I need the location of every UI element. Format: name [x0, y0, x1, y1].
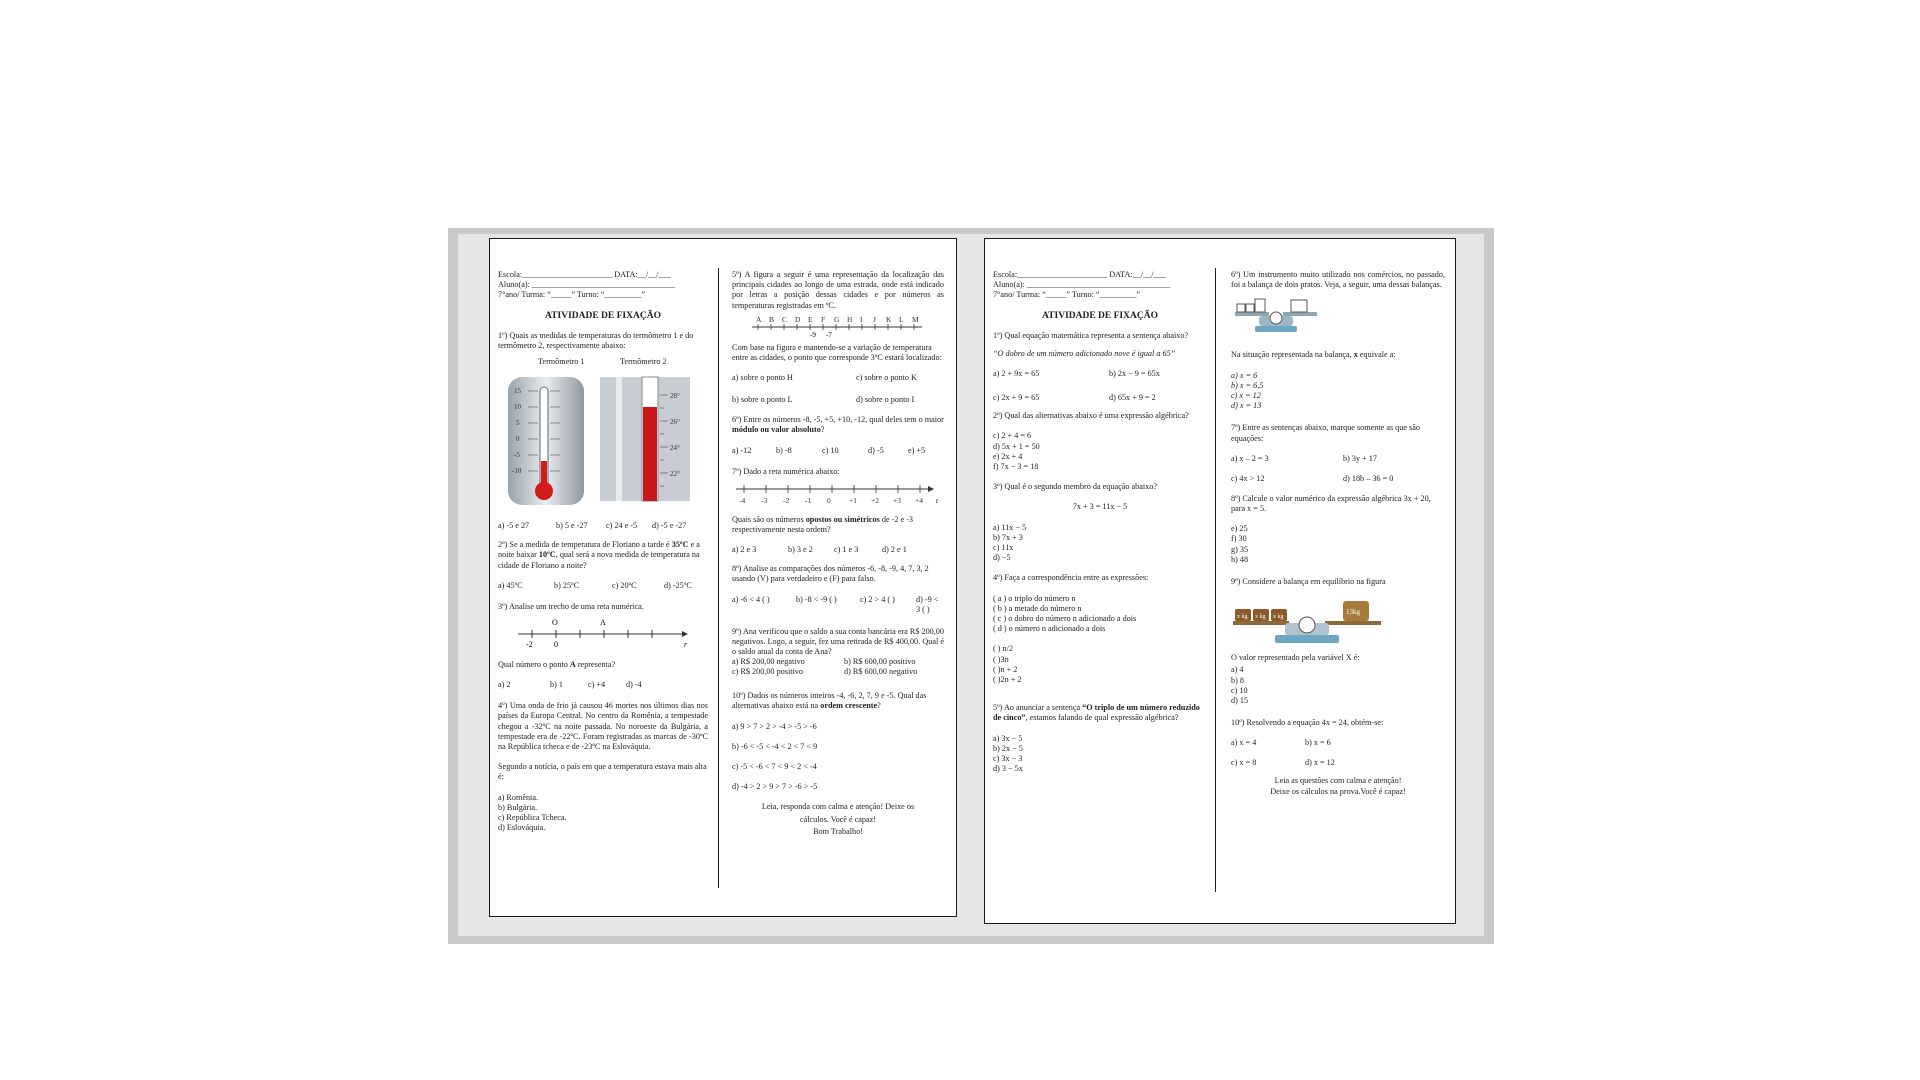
q6-balance-figure: [1231, 296, 1331, 336]
left-col1: [498, 270, 708, 833]
q1-option: b) 5 e -27: [556, 521, 588, 531]
q5-letter: M: [912, 314, 919, 324]
q3-option: d) −5: [993, 553, 1011, 563]
q5-letter: I: [860, 314, 863, 324]
right-column-divider: [1215, 268, 1216, 892]
q2-text: [498, 540, 708, 571]
q9-balance-figure: [1231, 593, 1381, 647]
q5-question: Com base na figura e mantendo-se a variação de temperatura entre as cidades, o ponto que corresponde 3ºC estará localizado:: [732, 342, 942, 363]
q1-option: a) 2 + 9x = 65: [993, 369, 1040, 379]
q6-option: d) x = 13: [1231, 401, 1262, 411]
q5-letter: G: [834, 314, 840, 324]
q8-text: 8º) Analise as comparações dos números -6, -8, -9, 4, 7, 3, 2 usando (V) para verdadeiro e (F) para falso.: [732, 564, 929, 584]
q5-letter: A: [756, 314, 762, 324]
q5-road-line: [732, 313, 944, 339]
footer-line: cálculos. Você é capaz!: [799, 814, 877, 824]
q2-text-c: e a noite baixar: [498, 540, 700, 560]
q10-option: d) -4 > 2 > 9 > 7 > -6 > -5: [732, 782, 818, 792]
header-turma: 7°ano/ Turma: “_____” Turno: “_________”: [498, 290, 646, 300]
q6-option: c) 10: [822, 445, 839, 455]
q8-option: g) 35: [1231, 544, 1249, 554]
q10-option: a) 9 > 7 > 2 > -4 > -5 > -6: [732, 721, 817, 731]
right-col2: [1231, 270, 1445, 797]
weight-label: x kg: [1273, 614, 1284, 621]
q1-option: a) -5 e 27: [498, 521, 530, 531]
q7-tick-label: -2: [783, 495, 790, 505]
q9-text: 9º) Ana verificou que o saldo a sua conta bancária era R$ 200,00 negativos. Logo, a seguir, fez uma retirada de R$ 400,00. Qual é o saldo atual da conta de Ana?: [732, 626, 944, 657]
q8-option: e) 25: [1231, 524, 1248, 534]
q3-question-b: A: [569, 660, 576, 670]
weight-label: x kg: [1255, 614, 1266, 621]
q3-text: 3º) Qual é o segundo membro da equação abaixo?: [993, 482, 1157, 492]
q3-question-a: Qual número o ponto: [498, 660, 570, 670]
q7-tick-label: +4: [915, 495, 923, 505]
q8-option: h) 48: [1231, 554, 1249, 564]
q5-option: c) sobre o ponto K: [856, 373, 917, 383]
q3-option: a) 11x − 5: [993, 522, 1027, 532]
header-escola: Escola:______________________ DATA:__/__/___: [498, 270, 671, 279]
q5-text-b: “O triplo de um número reduzido de cinco”: [993, 703, 1200, 723]
q6-question-a: Na situação representada na balança,: [1231, 350, 1354, 360]
q7-option: a) x – 2 = 3: [1231, 453, 1269, 463]
q9-option: a) R$ 200,00 negativo: [732, 657, 805, 667]
q5-text-c: , estamos falando de qual expressão algébrica?: [1025, 713, 1179, 723]
q6-question: [1231, 350, 1445, 360]
q6-text: [732, 415, 944, 435]
q10-option: b) x = 6: [1305, 738, 1331, 748]
q5-text: 5º) A figura a seguir é uma representação da localização das principais cidades ao longo de uma estrada, onde está indicado por letras a posição dessas cidades e por números as temperaturas registradas em ºC.: [732, 270, 944, 310]
q8-option: f) 30: [1231, 534, 1247, 544]
q5-letter: F: [821, 314, 826, 324]
q10-option: a) x = 4: [1231, 738, 1257, 748]
q2-temp-afternoon: 35ºC: [671, 540, 689, 550]
q1-option: d) 65x + 9 = 2: [1109, 393, 1156, 403]
q4-item: ( d ) o número n adicionado a dois: [993, 624, 1106, 634]
q5-num: -7: [826, 330, 832, 339]
q5-letter: K: [886, 314, 892, 324]
q3-number-line: [498, 614, 698, 650]
q2-option: b) 25ºC: [554, 580, 580, 590]
footer-line: Deixe os cálculos na prova.Você é capaz!: [1270, 786, 1406, 796]
q10-text-a: 10º) Dados os números inteiros -4, -6, 2, 7, 9 e -5. Qual das alternativas abaixo está na: [732, 691, 927, 711]
q5-option: b) 2x − 5: [993, 743, 1023, 753]
q3-option: c) 11x: [993, 543, 1014, 553]
q6-option: a) -12: [732, 445, 752, 455]
q7-option: b) 3y + 17: [1343, 453, 1377, 463]
q4-answer: ( ) n/2: [993, 644, 1014, 654]
q7-option: d) 18b – 36 = 0: [1343, 473, 1394, 483]
q5-option: b) sobre o ponto L: [732, 395, 793, 405]
q5-option: a) 3x − 5: [993, 733, 1023, 743]
q2-option: c) 2 + 4 = 6: [993, 431, 1032, 441]
q7-option: c) 1 e 3: [834, 545, 859, 555]
header-turma: 7°ano/ Turma: “_____” Turno: “_________”: [993, 290, 1141, 300]
q4-item: ( a ) o triplo do número n: [993, 593, 1076, 603]
q6-option: b) -8: [776, 445, 792, 455]
thermometer1-tick: 0: [516, 435, 520, 444]
q9-text: 9º) Considere a balança em equilíbrio na figura: [1231, 577, 1386, 587]
q7-number-line: [732, 477, 944, 507]
thermometer1-tick: 15: [514, 387, 521, 396]
q4-option: c) República Tcheca.: [498, 813, 567, 823]
q9-option: a) 4: [1231, 665, 1244, 675]
q6-text-c: ?: [820, 425, 825, 435]
footer-line: Leia, responda com calma e atenção! Deixe os: [761, 802, 915, 812]
header-escola: Escola:______________________ DATA:__/__/___: [993, 270, 1166, 279]
q7-option: a) 2 e 3: [732, 545, 757, 555]
page-title: ATIVIDADE DE FIXAÇÃO: [545, 310, 661, 321]
q3-option: a) 2: [498, 680, 511, 690]
q6-question-b: x: [1353, 350, 1358, 360]
q4-option: d) Eslováquia.: [498, 823, 546, 833]
q9-option: b) 8: [1231, 675, 1244, 685]
q3-question-c: representa?: [575, 660, 616, 670]
q2-text: 2º) Qual das alternativas abaixo é uma expressão algébrica?: [993, 411, 1189, 421]
q10-text-b: ordem crescente: [820, 701, 878, 711]
q4-answer: ( )n + 2: [993, 664, 1018, 674]
q2-option: a) 45ºC: [498, 580, 523, 590]
q3-text: 3º) Analise um trecho de uma reta numérica.: [498, 601, 644, 611]
q6-option: d) -5: [868, 445, 884, 455]
q3-point-a: A: [600, 618, 606, 628]
weight-label: x kg: [1237, 614, 1248, 621]
q4-item: ( c ) o dobro do número n adicionado a dois: [993, 614, 1137, 624]
q10-option: b) -6 < -5 < -4 < 2 < 7 < 9: [732, 741, 818, 751]
q3-equation: 7x + 3 = 11x − 5: [1072, 502, 1128, 512]
q3-option: b) 7x + 3: [993, 532, 1023, 542]
q2-option: c) 20ºC: [612, 580, 637, 590]
q5-letter: L: [899, 314, 904, 324]
q7-tick-label: +3: [893, 495, 901, 505]
q9-option: d) 15: [1231, 696, 1249, 706]
q6-question-c: equivale a:: [1357, 350, 1396, 360]
q5-num: -9: [810, 330, 816, 339]
q7-end-label: t: [936, 495, 939, 505]
q2-text-a: 2º) Se a medida de temperatura de Floriano a tarde é: [498, 540, 670, 550]
q7-question-a: Quais são os números: [732, 514, 806, 524]
q7-tick-label: -3: [761, 495, 768, 505]
q3-question: [498, 660, 708, 670]
q4-question: Segundo a notícia, o país em que a temperatura estava mais alta é:: [498, 762, 707, 782]
q9-question: O valor representado pela variável X é:: [1231, 653, 1360, 663]
q9-option: c) R$ 200,00 positivo: [732, 667, 803, 677]
q7-text: 7º) Dado a reta numérica abaixo:: [732, 466, 840, 476]
q3-option: d) -4: [626, 680, 642, 690]
q10-option: c) x = 8: [1231, 758, 1257, 768]
q7-question-c: de -2 e -3 respectivamente nesta ordem?: [732, 514, 914, 535]
q5-letter: J: [873, 314, 876, 324]
q4-answer: ( )3n: [993, 654, 1009, 664]
thermometer1-label: Termômetro 1: [538, 357, 585, 367]
q2-option: d) -25ºC: [664, 580, 692, 590]
q1-option: c) 2x + 9 = 65: [993, 393, 1040, 403]
q5-letter: B: [769, 314, 775, 324]
q1-option: b) 2x − 9 = 65x: [1109, 369, 1160, 379]
q10-text-c: ?: [877, 701, 881, 711]
q7-text: 7º) Entre as sentenças abaixo, marque somente as que são equações:: [1231, 423, 1420, 443]
footer-line: Bom Trabalho!: [813, 826, 863, 836]
q7-option: b) 3 e 2: [788, 545, 813, 555]
q5-letter: D: [795, 314, 801, 324]
thermometer2-tick: 22°: [670, 470, 680, 479]
q5-text: [993, 703, 1207, 723]
q4-answer: ( )2n + 2: [993, 675, 1022, 685]
thermometer1-tick: -10: [512, 467, 522, 476]
header-aluno: Aluno(a): ___________________________________: [993, 280, 1171, 290]
q1-option: d) -5 e -27: [652, 521, 687, 531]
q8-option: a) -6 < 4 ( ): [732, 594, 770, 604]
q7-option: d) 2 e 1: [882, 545, 907, 555]
thermometer1-tick: -5: [514, 451, 520, 460]
thermometer2-label: Termômetro 2: [620, 357, 667, 367]
q3-option: c) +4: [588, 680, 606, 690]
q5-option: a) sobre o ponto H: [732, 373, 793, 383]
q6-option: b) x = 6,5: [1231, 380, 1264, 390]
footer-line: Leia as questões com calma e atenção!: [1274, 776, 1402, 786]
q7-tick-label: 0: [827, 495, 831, 505]
left-col2: [732, 270, 944, 837]
q2-option: d) 5x + 1 = 50: [993, 441, 1040, 451]
q9-option: d) R$ 600,00 negativo: [844, 667, 918, 677]
thermometer2-mercury: [643, 407, 657, 501]
q7-question-b: opostos ou simétricos: [805, 514, 880, 524]
q8-option: b) -8 < -9 ( ): [796, 594, 837, 604]
q6-text-a: 6º) Entre os números -8, -5, +5, +10, -12, qual deles tem o maior: [732, 415, 944, 425]
q6-option: c) x = 12: [1231, 391, 1261, 401]
q10-text: [732, 691, 944, 711]
q7-tick-label: -4: [739, 495, 746, 505]
q6-text-b: módulo ou valor absoluto: [732, 425, 821, 435]
q8-option: d) -9 < 3 ( ): [916, 594, 939, 614]
q5-letter: E: [808, 314, 813, 324]
q8-option: c) 2 > 4 ( ): [860, 594, 895, 604]
q1-text: 1º) Qual equação matemática representa a sentença abaixo?: [993, 330, 1189, 340]
q7-option: c) 4x > 12: [1231, 473, 1265, 483]
weight-label: 13kg: [1346, 608, 1360, 617]
q5-option: d) sobre o ponto I: [856, 395, 915, 405]
thermometer1-tick: 5: [516, 419, 520, 428]
q3-point-o: O: [552, 618, 558, 628]
q3-option: b) 1: [550, 680, 563, 690]
q2-text-e: , qual será a nova medida de temperatura na cidade de Floriano a noite?: [498, 550, 700, 570]
q10-text: 10º) Resolvendo a equação 4x = 24, obtém-se:: [1231, 718, 1384, 728]
q1-text: 1º) Quais as medidas de temperaturas do termômetro 1 e do termômetro 2, respectivamente abaixo:: [498, 330, 694, 351]
q1-quote: “O dobro de um número adicionado nove é igual a 65”: [993, 349, 1176, 359]
q1-option: c) 24 e -5: [606, 521, 638, 531]
q4-text: 4º) Faça a correspondência entre as expressões:: [993, 573, 1149, 583]
thermometer2-tick: 24°: [670, 444, 680, 453]
q10-option: c) -5 < -6 < 7 < 9 < 2 < -4: [732, 762, 817, 772]
header-aluno: Aluno(a): ___________________________________: [498, 280, 676, 290]
q5-option: c) 3x − 3: [993, 754, 1023, 764]
q8-text: 8º) Calcule o valor numérico da expressão algébrica 3x + 20, para x = 5.: [1231, 493, 1431, 514]
q7-tick-label: +2: [871, 495, 879, 505]
q7-tick-label: +1: [849, 495, 857, 505]
q6-text: 6º) Um instrumento muito utilizado nos comércios, no passado, foi a balança de dois pratos. Veja, a seguir, uma dessas balanças.: [1231, 270, 1445, 290]
left-column-divider: [718, 268, 719, 888]
q6-option: e) +5: [908, 445, 926, 455]
page-title: ATIVIDADE DE FIXAÇÃO: [1042, 310, 1158, 321]
q7-tick-label: -1: [805, 495, 812, 505]
q9-option: b) R$ 600,00 positivo: [844, 657, 916, 667]
q3-label-zero: 0: [554, 640, 558, 650]
q5-text-a: 5º) Ao anunciar a sentença: [993, 703, 1083, 713]
q4-option: b) Bulgária.: [498, 802, 538, 812]
q3-label-r: r: [684, 640, 688, 650]
q10-option: d) x = 12: [1305, 758, 1335, 768]
q4-option: a) Romênia.: [498, 792, 539, 802]
q7-question: [732, 515, 944, 535]
q6-option: a) x = 6: [1231, 370, 1258, 380]
q4-item: ( b ) a metade do número n: [993, 603, 1082, 613]
q2-option: e) 2x + 4: [993, 451, 1023, 461]
q2-option: f) 7x − 3 = 18: [993, 462, 1039, 472]
q2-temp-drop: 10ºC: [538, 550, 556, 560]
thermometer2-tick: 26°: [670, 418, 680, 427]
thermometer1-tick: 10: [514, 403, 521, 412]
q5-option: d) 3 − 5x: [993, 764, 1023, 774]
q3-label-minus2: -2: [526, 640, 533, 650]
q4-text: 4º) Uma onda de frio já causou 46 mortes nos últimos dias nos países da Europa Central. No centro da Romênia, a tempestade chegou a -32ºC na noite passada. No noroeste da Bulgária, a tempestade era de -22ºC. Foram registradas as marcas de -30ºC na República tcheca e de -23ºC na Eslováquia.: [498, 701, 708, 752]
q5-letter: H: [847, 314, 853, 324]
thermometer2-tick: 28°: [670, 392, 680, 401]
q9-option: c) 10: [1231, 685, 1248, 695]
q5-letter: C: [782, 314, 788, 324]
thermometers-figure: [498, 371, 698, 511]
right-col1: [993, 270, 1207, 775]
